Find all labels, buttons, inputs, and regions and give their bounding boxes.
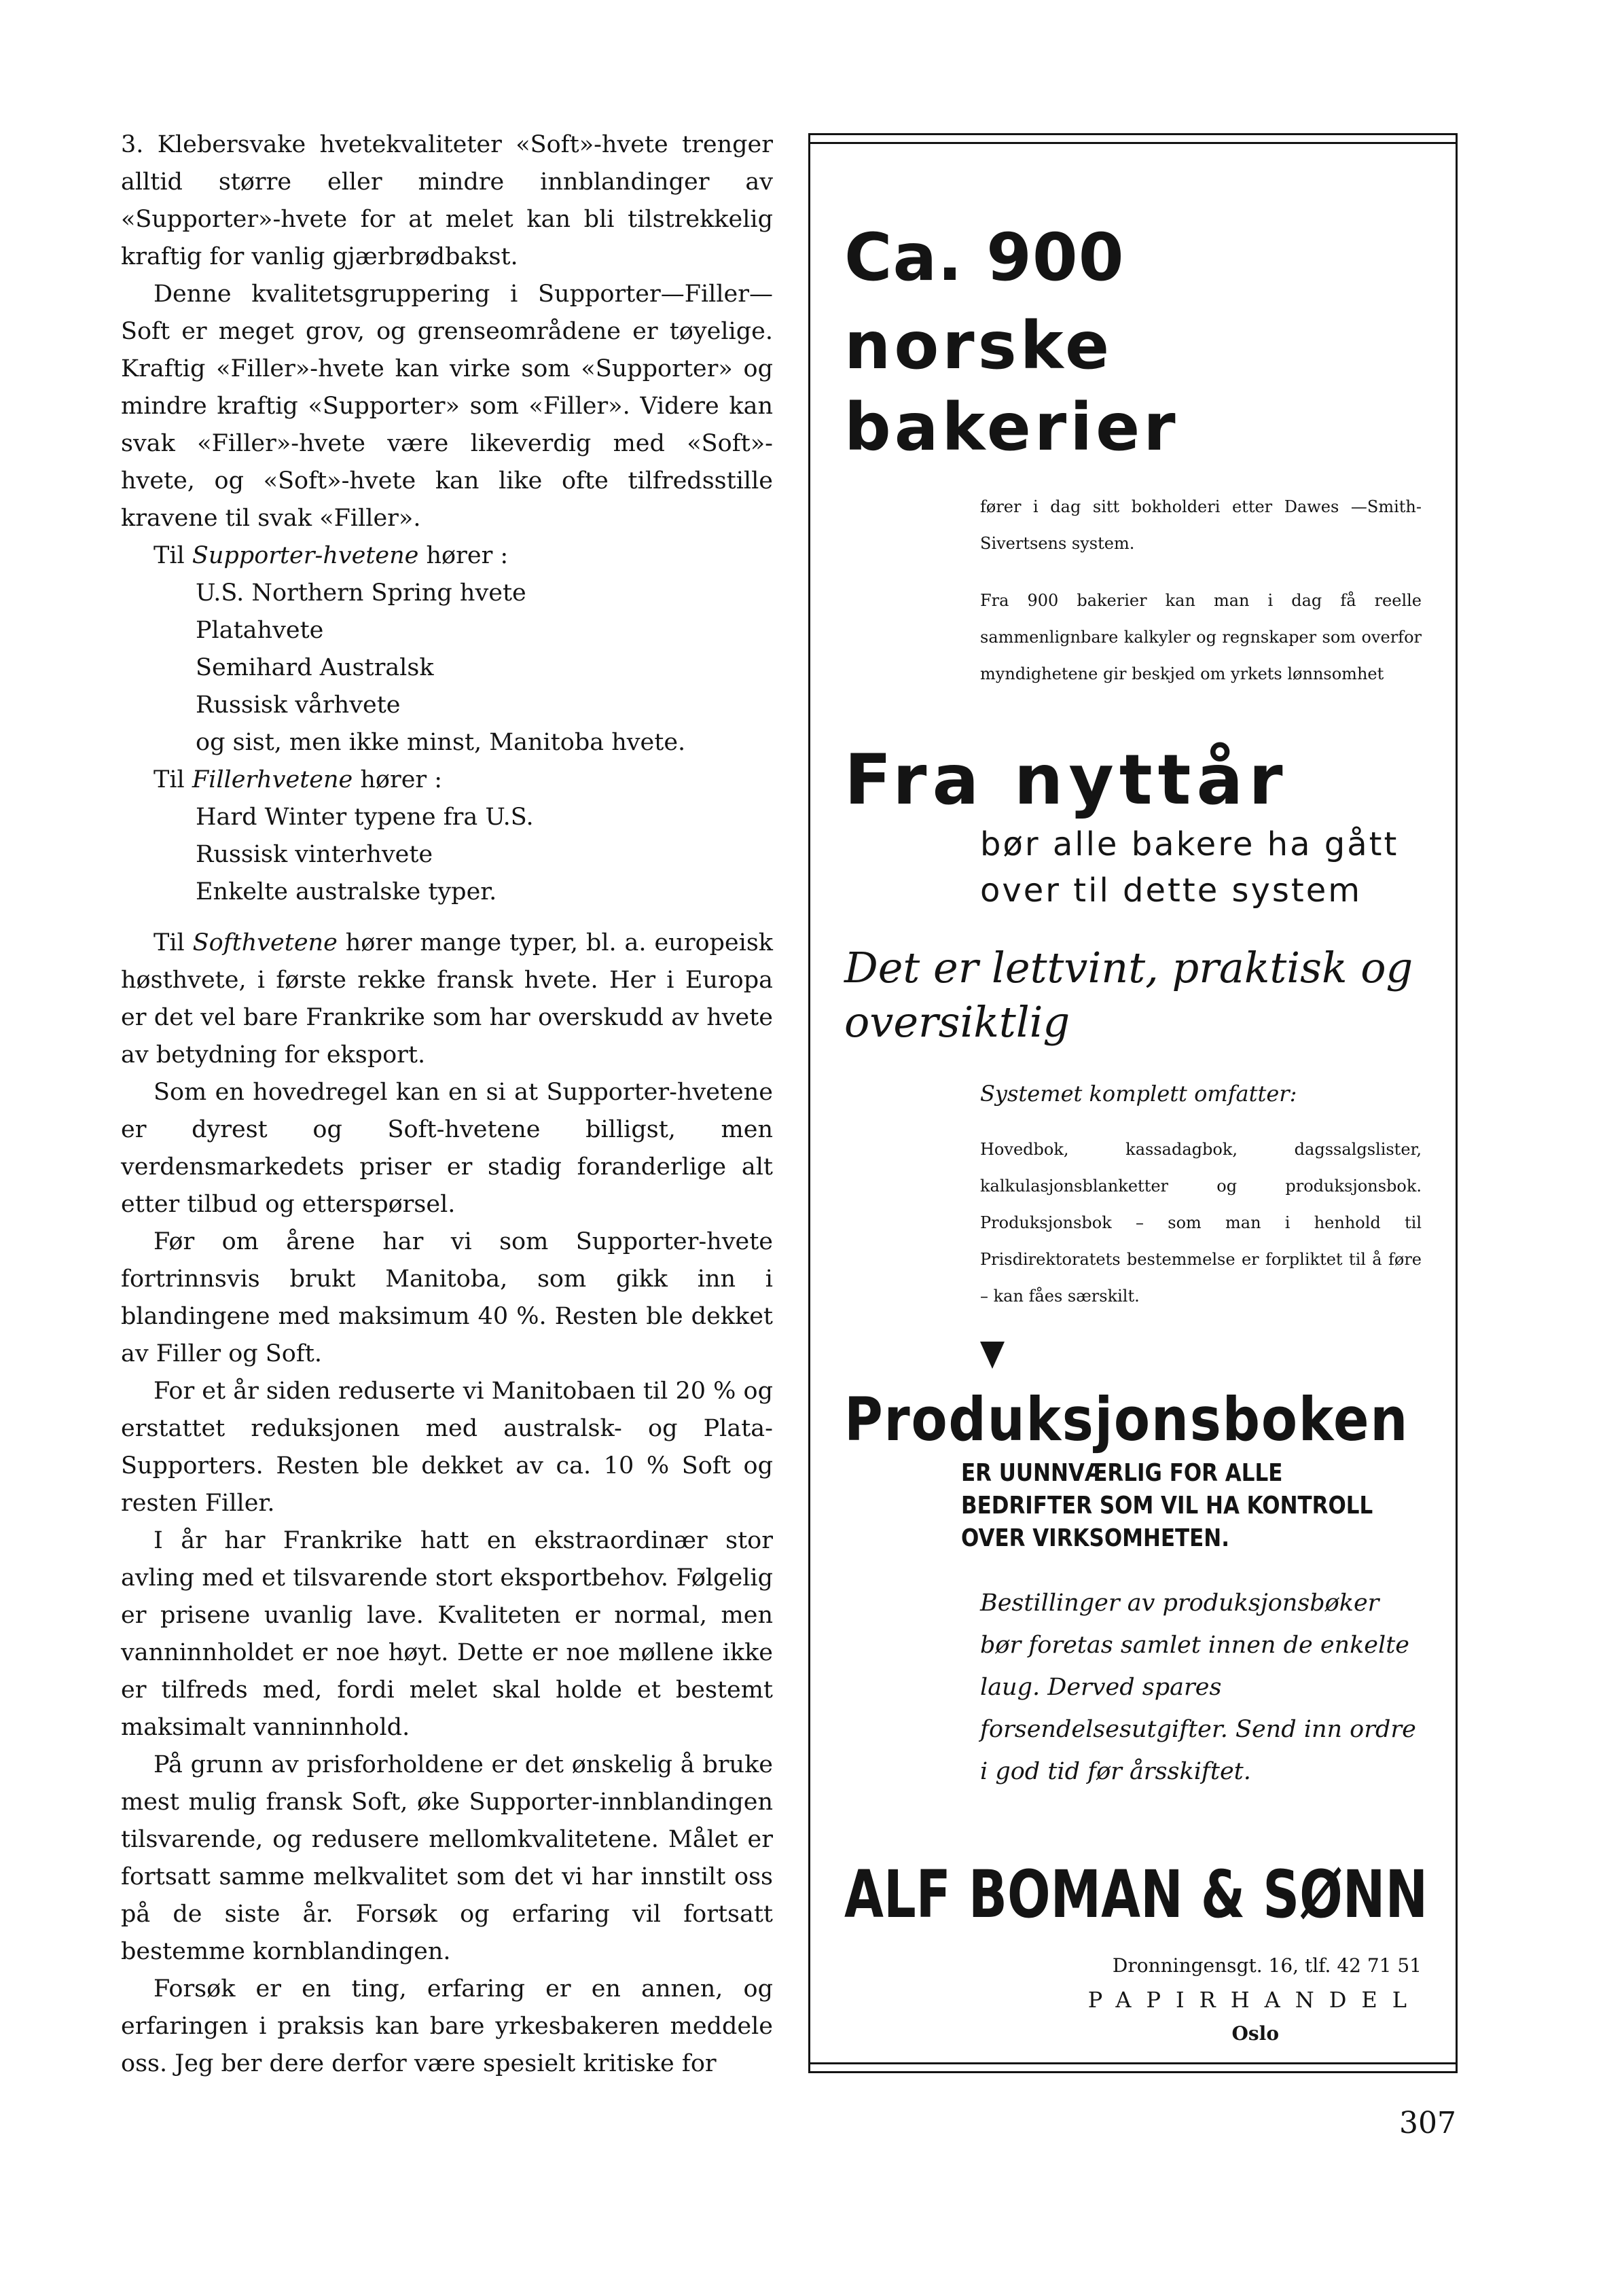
ad-content	[844, 217, 1428, 2051]
article-column	[121, 126, 773, 2083]
ad-firm-name: ALF BOMAN & SØNN	[844, 1856, 1428, 1933]
advertisement	[808, 133, 1458, 2073]
list-item: Enkelte australske typer.	[196, 878, 497, 905]
paragraph-6: For et år siden reduserte vi Manitobaen til 20 % og erstattet reduksjonen med australsk- og Plata-Supporters. Resten ble dekket av ca. 10 % Soft og resten Filler.	[121, 1378, 773, 1517]
ad-bottom-rule	[810, 2062, 1456, 2064]
paragraph-4: Som en hovedregel kan en si at Supporter-hvetene er dyrest og Soft-hvetene billigst, men verdensmarkedets priser er stadig foranderlige alt etter tilbud og etterspørsel.	[121, 1079, 773, 1218]
filler-heading: Til Fillerhvetene hører :	[154, 766, 443, 793]
supporter-heading: Til Supporter-hvetene hører :	[154, 542, 509, 569]
list-item: U.S. Northern Spring hvete	[196, 579, 526, 607]
ad-city: Oslo	[1231, 2022, 1279, 2045]
list-item: Semihard Australsk	[196, 654, 434, 681]
ad-text-2: Fra 900 bakerier kan man i dag få reelle sammenlignbare kalkyler og regnskaper som overfor myndighetene gir beskjed om yrkets lønnsomhet	[980, 591, 1422, 683]
ad-subline-1: bør alle bakere ha gått	[980, 825, 1399, 863]
ad-address: Dronningensgt. 16, tlf. 42 71 51	[1112, 1954, 1422, 1977]
ad-top-rule	[810, 142, 1456, 144]
paragraph-soft: Til Softhvetene hører mange typer, bl. a. europeisk høsthvete, i første rekke fransk hvete. Her i Europa er det vel bare Frankrike som har overskudd av hvete av betydning for eksport.	[121, 929, 774, 1069]
paragraph-8: På grunn av prisforholdene er det ønskelig å bruke mest mulig fransk Soft, øke Supporter-innblandingen tilsvarende, og redusere mellomkvalitetene. Målet er fortsatt samme melkvalitet som det vi har innstilt oss på de siste år. Forsøk og erfaring vil fortsatt bestemme kornblandingen.	[121, 1751, 773, 1965]
page-number: 307	[1399, 2106, 1456, 2140]
ad-shop-type: PAPIRHANDEL	[1087, 1987, 1422, 2013]
paragraph-5: Før om årene har vi som Supporter-hvete fortrinnsvis brukt Manitoba, som gikk inn i blandingene med maksimum 40 %. Resten ble dekket av Filler og Soft.	[121, 1228, 773, 1367]
ad-order-text: Bestillinger av produksjonsbøker bør foretas samlet innen de enkelte laug. Derved spares forsendelsesutgifter. Send inn ordre i god tid før årsskiftet.	[980, 1590, 1416, 1785]
ad-subline-2: over til dette system	[980, 872, 1363, 910]
ad-script-line: Det er lettvint, praktisk og oversiktlig	[844, 943, 1413, 1047]
list-item: Russisk vinterhvete	[196, 841, 433, 868]
ad-system-heading: Systemet komplett omfatter:	[980, 1081, 1297, 1107]
list-item: Platahvete	[196, 617, 324, 644]
ad-system-text: Hovedbok, kassadagbok, dagssalgslister, kalkulasjonsblanketter og produksjonsbok. Produksjonsbok – som man i henhold til Prisdirektoratets bestemmelse er forpliktet til å føre – kan fåes særskilt.	[980, 1140, 1422, 1306]
ad-headline-2: norske bakerier	[844, 308, 1179, 465]
list-item: og sist, men ikke minst, Manitoba hvete.	[196, 729, 686, 756]
list-item: Russisk vårhvete	[196, 692, 401, 719]
ad-caps-2: BEDRIFTER SOM VIL HA KONTROLL	[961, 1492, 1373, 1520]
ad-headline: Ca. 900	[844, 219, 1125, 295]
paragraph-7: I år har Frankrike hatt en ekstraordinær stor avling med et tilsvarende stort eksportbehov. Følgelig er prisene uvanlig lave. Kvaliteten er normal, men vanninnholdet er noe høyt. Dette er noe møllene ikke er tilfreds med, fordi melet skal holde et bestemt maksimalt vanninnhold.	[121, 1527, 773, 1741]
paragraph-1: 3. Klebersvake hvetekvaliteter «Soft»-hvete trenger alltid større eller mindre innblandinger av «Supporter»-hvete for at melet kan bli tilstrekkelig kraftig for vanlig gjærbrødbakst.	[121, 131, 773, 270]
ad-caps-3: OVER VIRKSOMHETEN.	[961, 1524, 1229, 1552]
ad-caps-1: ER UUNNVÆRLIG FOR ALLE	[961, 1459, 1283, 1487]
paragraph-2: Denne kvalitetsgruppering i Supporter—Filler—Soft er meget grov, og grenseområdene er tøyelige. Kraftig «Filler»-hvete kan virke som «Supporter» og mindre kraftig «Supporter» som «Filler». Videre kan svak «Filler»-hvete være likeverdig med «Soft»-hvete, og «Soft»-hvete kan like ofte tilfredsstille kravene til svak «Filler».	[121, 281, 773, 532]
list-item: Hard Winter typene fra U.S.	[196, 804, 534, 831]
ad-produksjonsboken: Produksjonsboken	[844, 1384, 1409, 1454]
paragraph-9: Forsøk er en ting, erfaring er en annen, og erfaringen i praksis kan bare yrkesbakeren meddele oss. Jeg ber dere derfor være spesielt kritiske for	[121, 1975, 773, 2077]
ad-fra-nyttar: Fra nyttår	[844, 740, 1288, 821]
down-arrow-icon	[980, 1342, 1005, 1369]
ad-text-1: fører i dag sitt bokholderi etter Dawes —Smith-Sivertsens system.	[980, 497, 1422, 553]
